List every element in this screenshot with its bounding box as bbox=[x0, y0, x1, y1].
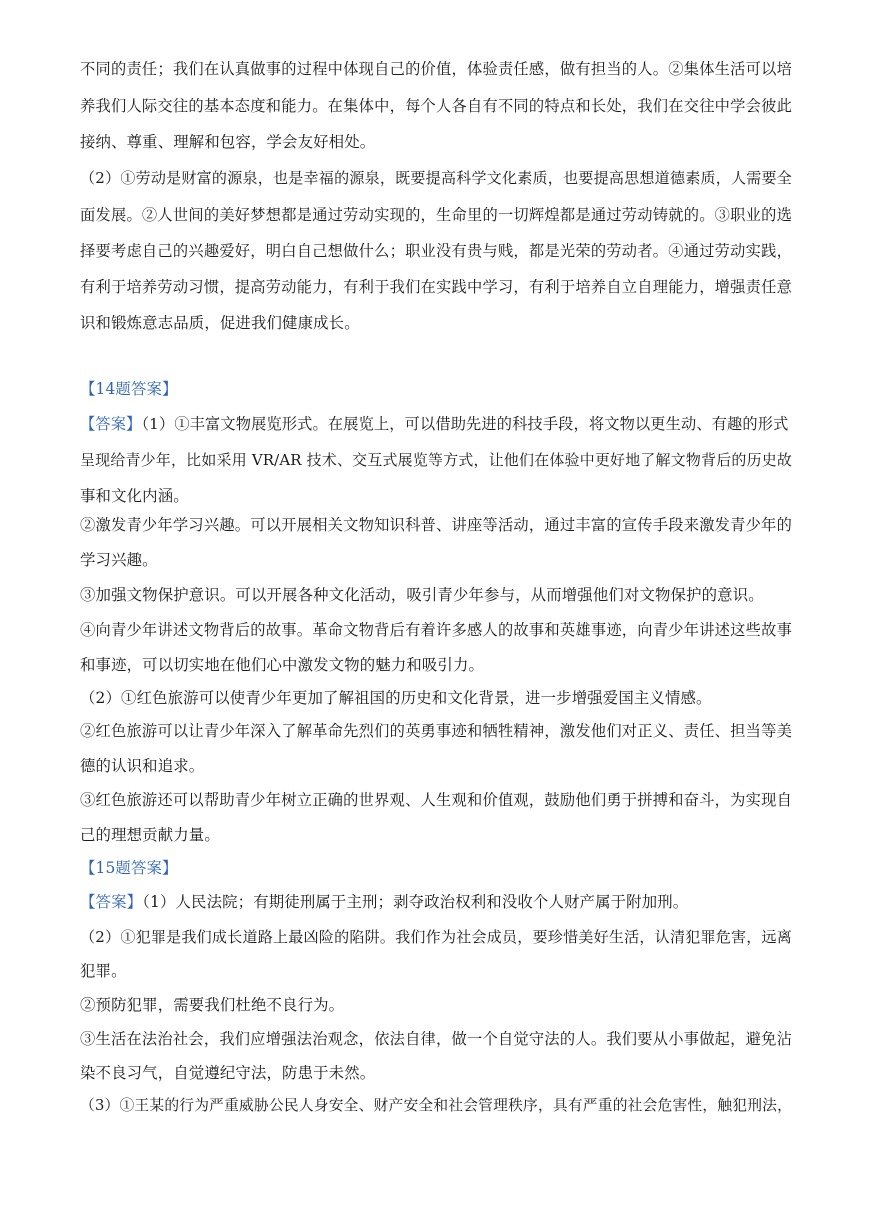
paragraph-line: ③加强文物保护意识。可以开展各种文化活动，吸引青少年参与，从而增强他们对文物保护的意识。 bbox=[80, 586, 764, 604]
q15-answer-tag: 【答案】 bbox=[80, 893, 143, 911]
paragraph-line: ③生活在法治社会，我们应增强法治观念，依法自律，做一个自觉守法的人。我们要从小事做起，避免沾 bbox=[80, 1030, 792, 1048]
paragraph-line: 学习兴趣。 bbox=[80, 551, 158, 569]
q14-first-line-text: （1）①丰富文物展览形式。在展览上，可以借助先进的科技手段，将文物以更生动、有趣的形式 bbox=[141, 415, 789, 433]
paragraph-line: 犯罪。 bbox=[80, 962, 127, 980]
q14-answer-tag: 【答案】 bbox=[80, 415, 142, 433]
paragraph-line: 面发展。②人世间的美好梦想都是通过劳动实现的，生命里的一切辉煌都是通过劳动铸就的。③职业的选 bbox=[80, 206, 792, 224]
q14-heading: 【14题答案】 bbox=[80, 380, 178, 398]
paragraph-line: ④向青少年讲述文物背后的故事。革命文物背后有着许多感人的故事和英雄事迹，向青少年讲述这些故事 bbox=[80, 621, 792, 639]
q15-heading: 【15题答案】 bbox=[80, 859, 178, 877]
paragraph-line: （3）①王某的行为严重威胁公民人身安全、财产安全和社会管理秩序，具有严重的社会危害性，触犯刑法， bbox=[80, 1097, 792, 1114]
paragraph-line: 事和文化内涵。 bbox=[80, 487, 189, 505]
paragraph-line: 识和锻炼意志品质，促进我们健康成长。 bbox=[80, 314, 360, 332]
q14-first-line bbox=[80, 413, 792, 435]
paragraph-line: 呈现给青少年，比如采用 VR/AR 技术、交互式展览等方式，让他们在体验中更好地了解文物背后的历史故 bbox=[80, 451, 792, 469]
paragraph-line: ②预防犯罪，需要我们杜绝不良行为。 bbox=[80, 996, 345, 1014]
paragraph-line: ③红色旅游还可以帮助青少年树立正确的世界观、人生观和价值观，鼓励他们勇于拼搏和奋斗，为实现自 bbox=[80, 791, 792, 809]
paragraph-line: ②激发青少年学习兴趣。可以开展相关文物知识科普、讲座等活动，通过丰富的宣传手段来激发青少年的 bbox=[80, 516, 792, 534]
paragraph-line: ②红色旅游可以让青少年深入了解革命先烈们的英勇事迹和牺牲精神，激发他们对正义、责任、担当等美 bbox=[80, 722, 792, 740]
paragraph-line: 有利于培养劳动习惯，提高劳动能力，有利于我们在实践中学习，有利于培养自立自理能力，增强责任意 bbox=[80, 278, 792, 296]
paragraph-line: 染不良习气，自觉遵纪守法，防患于未然。 bbox=[80, 1064, 376, 1082]
paragraph-line: 养我们人际交往的基本态度和能力。在集体中，每个人各自有不同的特点和长处，我们在交往中学会彼此 bbox=[80, 97, 792, 115]
paragraph-line: 己的理想贡献力量。 bbox=[80, 826, 220, 844]
paragraph-line: 和事迹，可以切实地在他们心中激发文物的魅力和吸引力。 bbox=[80, 656, 485, 674]
q15-first-line bbox=[80, 891, 792, 913]
paragraph-line: 择要考虑自己的兴趣爱好，明白自己想做什么；职业没有贵与贱，都是光荣的劳动者。④通过劳动实践， bbox=[80, 242, 792, 260]
paragraph-line: （2）①犯罪是我们成长道路上最凶险的陷阱。我们作为社会成员，要珍惜美好生活，认清犯罪危害，远离 bbox=[80, 928, 792, 946]
paragraph-line: （2）①劳动是财富的源泉，也是幸福的源泉，既要提高科学文化素质，也要提高思想道德素质，人需要全 bbox=[80, 169, 792, 187]
paragraph-line: （2）①红色旅游可以使青少年更加了解祖国的历史和文化背景，进一步增强爱国主义情感。 bbox=[80, 689, 712, 707]
paragraph-line: 接纳、尊重、理解和包容，学会友好相处。 bbox=[80, 133, 376, 151]
paragraph-line: 不同的责任；我们在认真做事的过程中体现自己的价值，体验责任感，做有担当的人。②集体生活可以培 bbox=[80, 60, 792, 78]
paragraph-line: 德的认识和追求。 bbox=[80, 757, 205, 775]
q15-first-line-text: （1）人民法院；有期徒刑属于主刑；剥夺政治权利和没收个人财产属于附加刑。 bbox=[142, 893, 689, 911]
